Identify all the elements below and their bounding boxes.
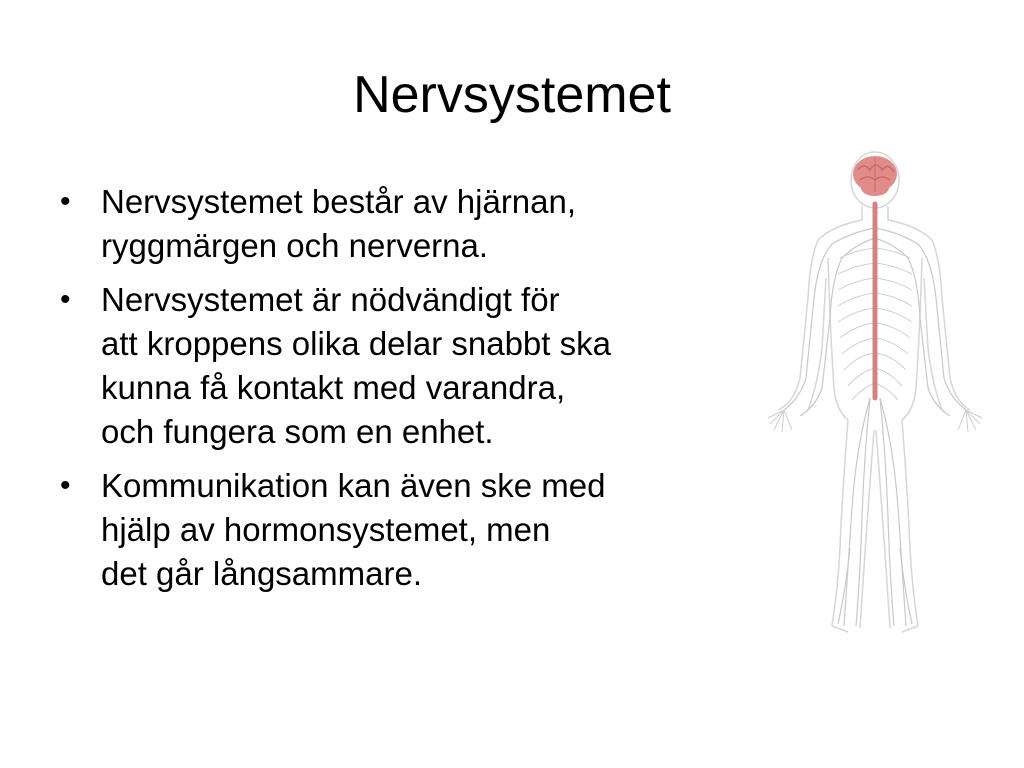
bullet-line: att kroppens olika delar snabbt ska [101,325,611,362]
brain-icon [853,156,897,196]
bullet-dot-icon: • [60,283,71,316]
bullet-line: kunna få kontakt med varandra, [101,369,566,406]
bullet-item [58,278,758,454]
bullet-line: Kommunikation kan även ske med [101,467,606,504]
bullet-dot-icon: • [60,469,71,502]
bullet-line: ryggmärgen och nerverna. [101,227,489,264]
bullet-line: Nervsystemet består av hjärnan, [101,183,577,220]
bullet-line: hjälp av hormonsystemet, men [101,511,551,548]
bullet-line: och fungera som en enhet. [101,413,494,450]
hands [768,410,982,432]
bullet-line: Nervsystemet är nödvändigt för [101,281,560,318]
bullet-item [58,180,758,268]
nervous-system-illustration [752,148,996,642]
bullet-list [58,180,758,606]
bullet-item [58,464,758,596]
slide-title: Nervsystemet [353,66,671,124]
bullet-dot-icon: • [60,185,71,218]
bullet-line: det går långsammare. [101,555,422,592]
nervous-system-figure-icon [752,148,996,642]
